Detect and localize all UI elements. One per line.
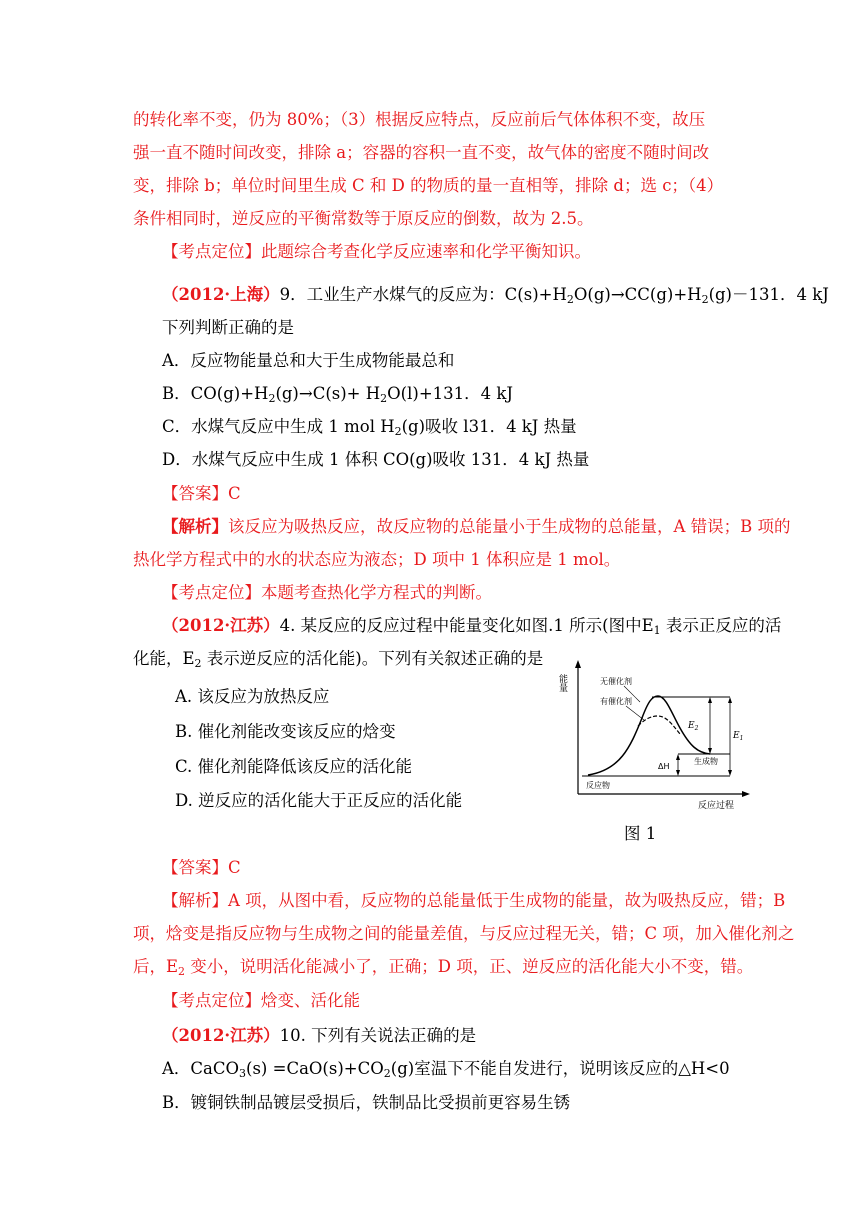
option-text: (s) =CaO(s)+CO — [246, 1059, 384, 1078]
explanation-text: 后，E — [133, 957, 179, 976]
option-b: B．镀铜铁制品镀层受损后，铁制品比受损前更容易生锈 — [162, 1093, 571, 1112]
dh-label: ΔH — [658, 762, 670, 771]
explanation-line: 条件相同时，逆反应的平衡常数等于原反应的倒数，故为 2.5。 — [133, 209, 594, 228]
question-stem-line2 — [133, 648, 543, 670]
reactant-label: 反应物 — [586, 781, 610, 790]
option-text: (g)→C(s)+ H — [275, 384, 381, 403]
question-stem — [162, 1025, 476, 1047]
stem-text: 化能，E — [133, 649, 195, 668]
explanation-line: 的转化率不变，仍为 80%；（3）根据反应特点，反应前后气体体积不变，故压 — [133, 110, 706, 129]
x-axis-label: 反应过程 — [698, 801, 735, 811]
explanation-line — [133, 956, 753, 978]
explanation-line — [162, 516, 791, 538]
subscript: 2 — [701, 293, 709, 306]
subscript: 2 — [194, 657, 202, 670]
option-text: C．水煤气反应中生成 1 mol H — [162, 417, 395, 436]
question-source: （2012·江苏） — [162, 616, 280, 635]
with-catalyst-pointer — [626, 706, 644, 720]
no-catalyst-curve — [588, 696, 710, 775]
x-axis-arrow — [742, 791, 750, 797]
answer-label: 【答案】C — [162, 484, 241, 503]
figure-caption: 图 1 — [624, 824, 657, 843]
e2-label: $E_2$ — [688, 721, 699, 732]
dh-arrow-head — [676, 754, 680, 760]
subscript: 2 — [268, 392, 276, 405]
energy-diagram — [557, 658, 750, 816]
explanation-line: 强一直不随时间改变，排除 a；容器的容积一直不变，故气体的密度不随时间改 — [133, 143, 710, 162]
e1-label: $E_1$ — [733, 731, 744, 742]
stem-text: 表示逆反应的活化能)。下列有关叙述正确的是 — [201, 649, 544, 668]
stem-text: 9．工业生产水煤气的反应为：C(s)+H — [279, 285, 567, 304]
option-text: O(l)+131．4 kJ — [387, 384, 513, 403]
option-b: B. 催化剂能改变该反应的焓变 — [175, 722, 396, 741]
option-text: B．CO(g)+H — [162, 384, 269, 403]
jiexi-label: 【解析】 — [162, 517, 228, 536]
option-a: A．反应物能量总和大于生成物能最总和 — [162, 351, 455, 370]
answer-label: 【答案】C — [162, 858, 241, 877]
subscript: 2 — [394, 425, 402, 438]
explanation-text: 变小，说明活化能减小了，正确；D 项，正、逆反应的活化能大小不变，错。 — [185, 957, 754, 976]
explanation-line: 热化学方程式中的水的状态应为液态；D 项中 1 体积应是 1 mol。 — [133, 550, 621, 569]
option-a — [162, 1058, 730, 1080]
question-source: （2012·江苏） — [162, 1026, 280, 1045]
explanation-line: 项，焓变是指反应物与生成物之间的能量差值，与反应过程无关，错；C 项，加入催化剂之 — [133, 924, 795, 943]
question-stem — [162, 284, 829, 306]
explanation-line: 【解析】A 项，从图中看，反应物的总能量低于生成物的能量，故为吸热反应，错；B — [162, 891, 786, 910]
option-d: D. 逆反应的活化能大于正反应的活化能 — [175, 791, 463, 810]
stem-text: 表示正反应的活 — [660, 616, 782, 635]
subscript: 2 — [380, 392, 388, 405]
explanation-text: 该反应为吸热反应，故反应物的总能量小于生成物的总能量，A 错误；B 项的 — [228, 517, 791, 536]
y-axis-label: 能量 — [557, 674, 567, 692]
question-stem-line2: 下列判断正确的是 — [162, 318, 294, 337]
option-text: (g)吸收 l31．4 kJ 热量 — [401, 417, 577, 436]
option-d: D．水煤气反应中生成 1 体积 CO(g)吸收 131．4 kJ 热量 — [162, 450, 590, 469]
e2-arrow-head — [708, 697, 712, 703]
no-catalyst-label: 无催化剂 — [600, 677, 632, 686]
e1-arrow-tail — [728, 770, 732, 776]
y-axis-arrow — [575, 660, 581, 668]
subscript: 2 — [566, 293, 574, 306]
kaodian-label: 【考点定位】本题考查热化学方程式的判断。 — [162, 583, 492, 602]
kaodian-label: 【考点定位】此题综合考查化学反应速率和化学平衡知识。 — [162, 242, 591, 261]
question-stem — [162, 615, 781, 637]
option-text: A．CaCO — [162, 1059, 240, 1078]
subscript: 1 — [653, 624, 661, 637]
stem-text: O(g)→CC(g)+H — [573, 285, 702, 304]
subscript: 2 — [178, 965, 186, 978]
subscript: 2 — [383, 1067, 391, 1080]
subscript: 3 — [239, 1067, 247, 1080]
option-c — [162, 416, 577, 438]
e1-arrow-head — [728, 697, 732, 703]
dh-arrow-tail — [676, 770, 680, 776]
option-text: (g)室温下不能自发进行，说明该反应的△H<0 — [390, 1059, 730, 1078]
kaodian-label: 【考点定位】焓变、活化能 — [162, 991, 360, 1010]
explanation-line: 变，排除 b；单位时间里生成 C 和 D 的物质的量一直相等，排除 d；选 c；（4） — [133, 176, 724, 195]
option-b — [162, 383, 513, 405]
with-catalyst-label: 有催化剂 — [600, 697, 632, 706]
question-source: （2012·上海） — [162, 285, 280, 304]
stem-text: 4. 某反应的反应过程中能量变化如图.1 所示(图中E — [279, 616, 654, 635]
with-catalyst-curve — [638, 716, 680, 734]
product-label: 生成物 — [694, 757, 718, 766]
stem-text: (g)－131．4 kJ — [708, 285, 829, 304]
option-c: C. 催化剂能降低该反应的活化能 — [175, 757, 413, 776]
option-a: A. 该反应为放热反应 — [175, 687, 330, 706]
stem-text: 10. 下列有关说法正确的是 — [279, 1026, 477, 1045]
